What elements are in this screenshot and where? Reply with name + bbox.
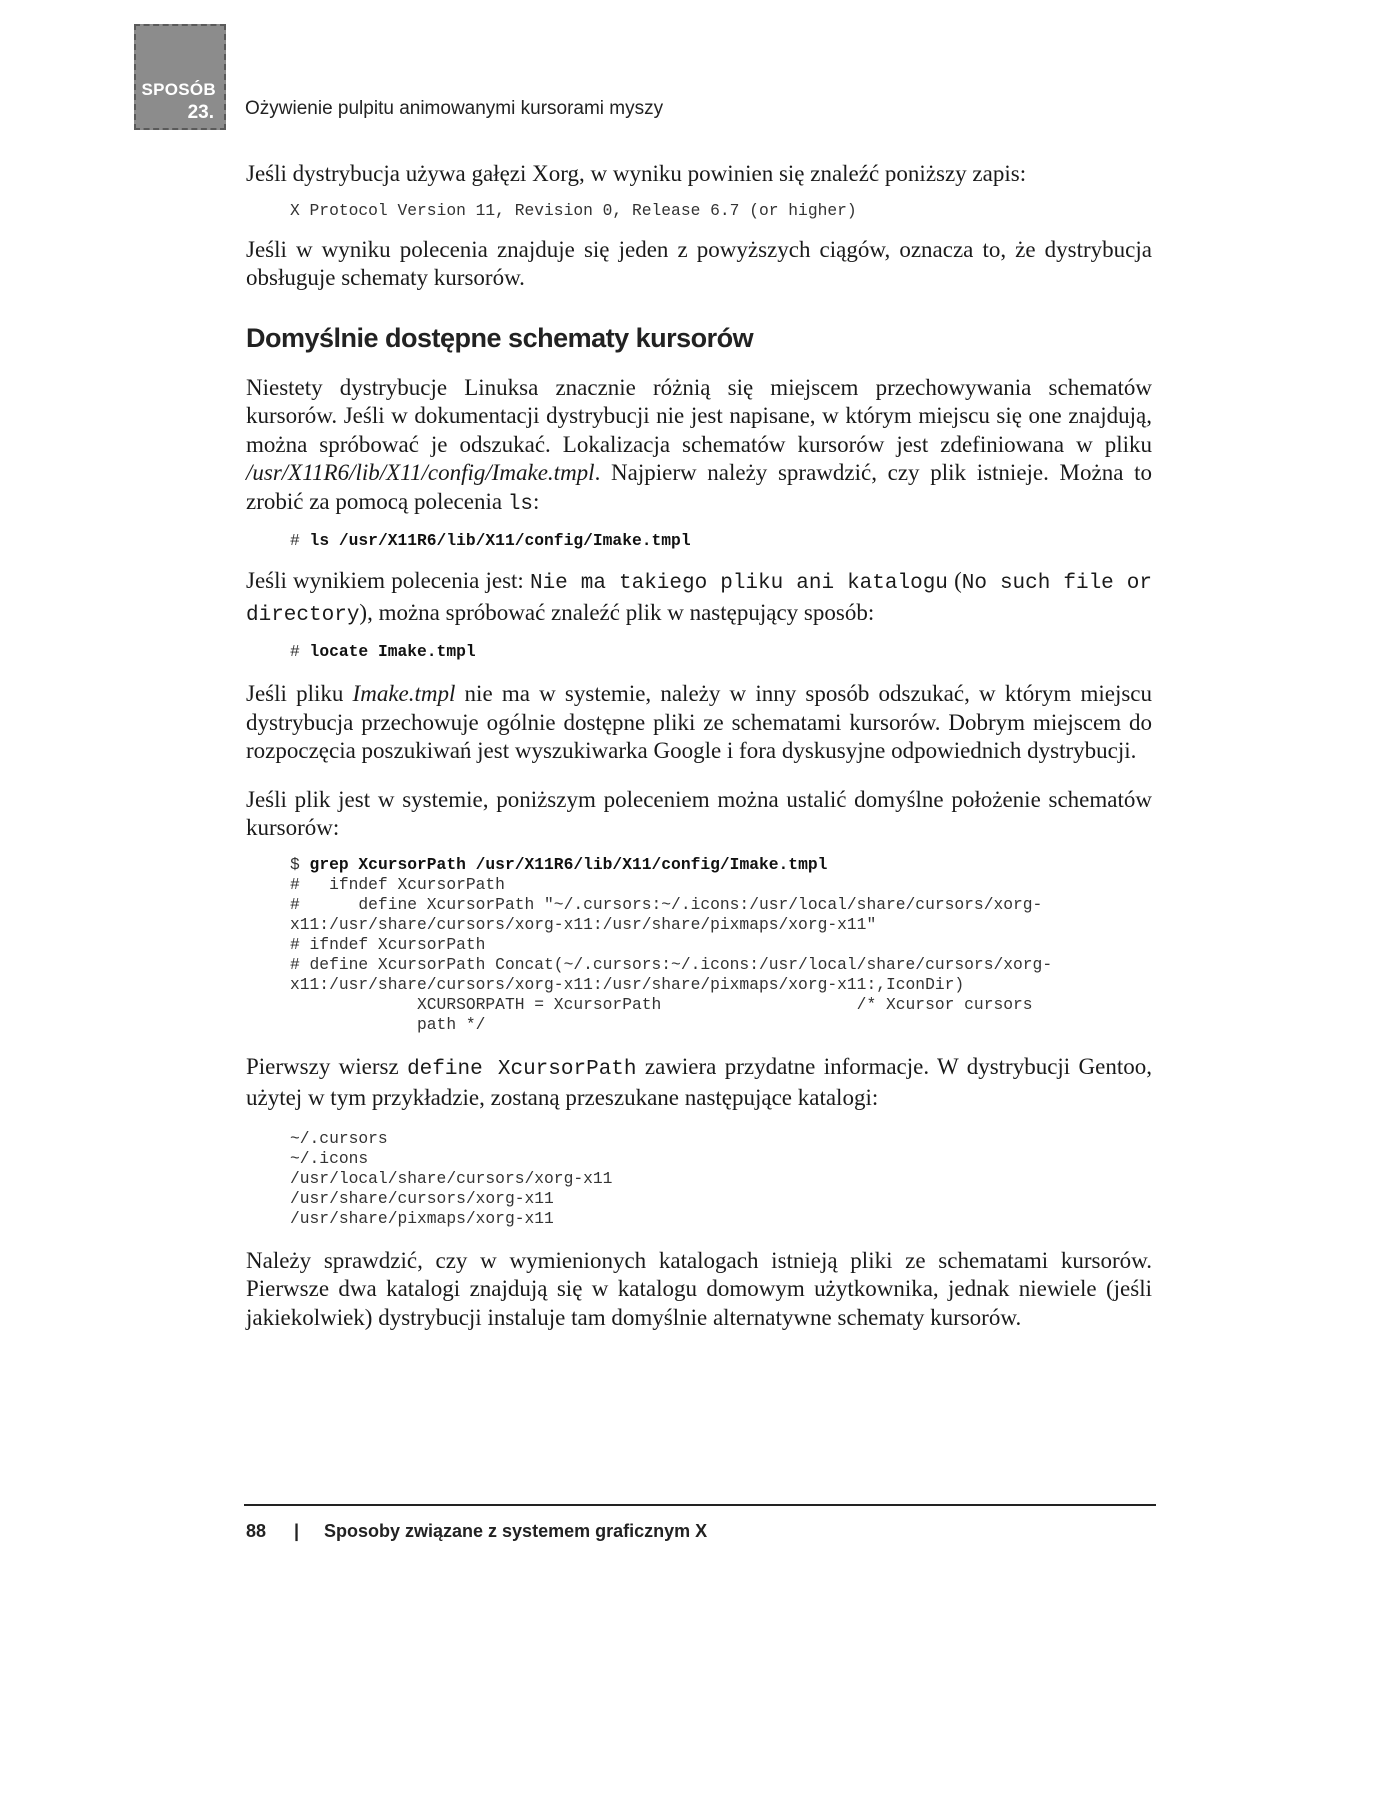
paragraph-4-text-c: ), można spróbować znaleźć plik w następujący sposób: (359, 599, 875, 625)
code-block-3 (246, 642, 1152, 662)
code-block-4 (246, 855, 1152, 1035)
paragraph-5-text-a: Jeśli pliku (246, 681, 353, 706)
page-body (246, 160, 1152, 1332)
ls-command-inline: ls (507, 492, 534, 516)
section-badge (134, 24, 226, 130)
paragraph-7-text-a: Pierwszy wiersz (246, 1053, 408, 1079)
paragraph-4 (246, 567, 1152, 630)
imake-path: /usr/X11R6/lib/X11/config/Imake.tmpl (246, 460, 595, 485)
paragraph-4-text-a: Jeśli wynikiem polecenia jest: (246, 568, 530, 593)
error-message-pl: Nie ma takiego pliku ani katalogu (529, 572, 948, 595)
code-4-command: grep XcursorPath /usr/X11R6/lib/X11/config/Imake.tmpl (309, 854, 828, 874)
paragraph-2: Jeśli w wyniku polecenia znajduje się jeden z powyższych ciągów, oznacza to, że dystrybucja obsługuje schematy kursorów. (246, 236, 1152, 290)
code-block-2 (246, 531, 1152, 551)
chapter-title: Sposoby związane z systemem graficznym X (324, 1521, 708, 1541)
badge-number: 23. (187, 102, 214, 123)
footer-separator: | (294, 1521, 300, 1541)
paragraph-6: Jeśli plik jest w systemie, poniższym poleceniem można ustalić domyślne położenie schematów kursorów: (246, 786, 1152, 840)
paragraph-5 (246, 680, 1152, 766)
paragraph-8: Należy sprawdzić, czy w wymienionych katalogach istnieją pliki ze schematami kursorów. Pierwsze dwa katalogi znajdują się w katalogu domowym użytkownika, jednak niewiele (jeśli jakiekolwiek) dystrybucji instaluje tam domyślnie alternatywne schematy kursorów. (246, 1247, 1152, 1330)
paragraph-3 (246, 374, 1152, 520)
define-xcursorpath-inline: define XcursorPath (407, 1057, 637, 1081)
code-2-command: ls /usr/X11R6/lib/X11/config/Imake.tmpl (309, 531, 691, 550)
paragraph-7-text-b: zawiera przydatne informacje. W dystrybucji Gentoo, użytej w tym przykładzie, zostaną przeszukane następujące katalogi: (246, 1053, 1152, 1110)
section-heading: Domyślnie dostępne schematy kursorów (246, 322, 754, 353)
code-2-prompt: # (290, 531, 310, 550)
running-header-title: Ożywienie pulpitu animowanymi kursorami myszy (245, 98, 664, 119)
paragraph-5-text-b: nie ma w systemie, należy w inny sposób odszukać, w którym miejscu dystrybucja przechowuje ogólnie dostępne pliki ze schematami kursorów. Dobrym miejscem do rozpoczęcia poszukiwań jest wyszukiwarka Google i fora dyskusyjne odpowiednich dystrybucji. (246, 681, 1152, 763)
paragraph-3-text-a: Niestety dystrybucje Linuksa znacznie różnią się miejscem przechowywania schematów kursorów. Jeśli w dokumentacji dystrybucji nie jest napisane, w którym miejscu się one znajdują, można spróbować je odszukać. Lokalizacja schematów kursorów jest zdefiniowana w pliku (246, 374, 1152, 457)
error-message-en: No such file or directory (246, 572, 1152, 627)
code-block-5: ~/.cursors ~/.icons /usr/local/share/cursors/xorg-x11 /usr/share/cursors/xorg-x11 /usr/share/pixmaps/xorg-x11 (290, 1128, 613, 1228)
paragraph-1: Jeśli dystrybucja używa gałęzi Xorg, w wyniku powinien się znaleźć poniższy zapis: (246, 161, 1027, 186)
code-3-command: locate Imake.tmpl (309, 642, 476, 661)
code-4-output: # ifndef XcursorPath # define XcursorPath "~/.cursors:~/.icons:/usr/local/share/cursors/xorg- x11:/usr/share/cursors/xorg-x11:/usr/share/pixmaps/xorg-x11" # ifndef XcursorPath # define XcursorPath Concat(~/.cursors:~/.icons:/usr/local/share/cursors/xorg- x11:/usr/share/cursors/xorg-x11:/usr/share/pixmaps/xorg-x11:,IconDir) XCURSORPATH = XcursorPath /* Xcursor cursors path */ (290, 874, 1053, 1034)
paragraph-3-text-b: . Najpierw należy sprawdzić, czy plik istnieje. Można to zrobić za pomocą polecenia (246, 460, 1152, 514)
code-block-1: X Protocol Version 11, Revision 0, Release 6.7 (or higher) (290, 200, 857, 220)
paragraph-3-text-c: : (533, 488, 540, 514)
code-4-prompt: $ (290, 854, 310, 874)
code-3-prompt: # (290, 642, 310, 661)
badge-word: SPOSÓB (141, 80, 216, 99)
footer-rule (244, 1504, 1156, 1506)
page-footer (246, 1521, 707, 1542)
imake-filename: Imake.tmpl (352, 681, 456, 706)
page-number: 88 (246, 1521, 267, 1541)
paragraph-7 (246, 1053, 1152, 1113)
paragraph-4-text-b: ( (947, 568, 962, 593)
